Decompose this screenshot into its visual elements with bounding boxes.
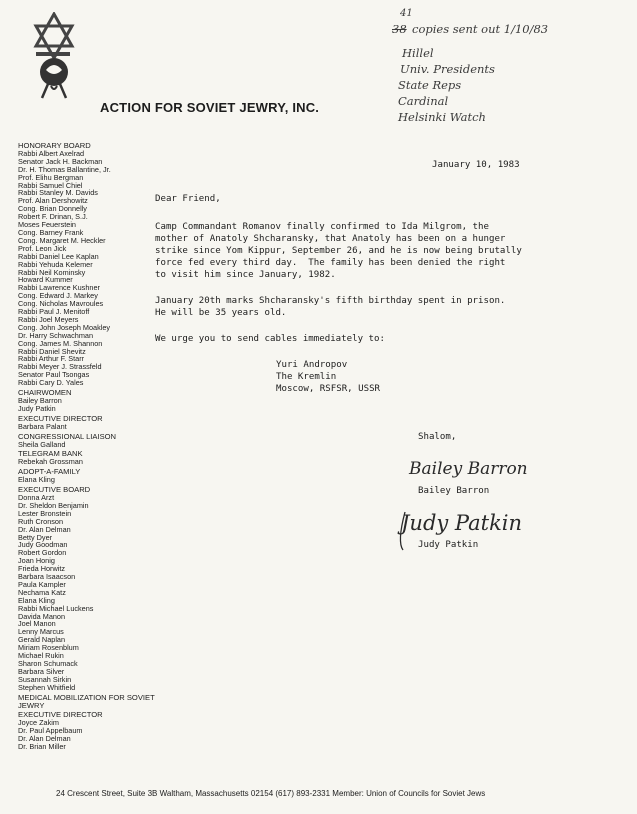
sidebar-section-heading: MEDICAL MOBILIZATION FOR SOVIET JEWRY bbox=[18, 692, 155, 710]
sidebar-member-name: Senator Jack H. Backman bbox=[18, 156, 103, 166]
sidebar-member-name: Dr. Brian Miller bbox=[18, 742, 66, 752]
handwritten-count-original: 38 bbox=[392, 22, 407, 36]
sidebar-member-name: Cong. Edward J. Markey bbox=[18, 291, 98, 301]
handwritten-recipient: Cardinal bbox=[398, 94, 449, 108]
paragraph-line: force fed every third day. The family has been denied the right bbox=[155, 258, 506, 268]
paragraph-line: strike since Yom Kippur, September 26, and he is now being brutally bbox=[155, 246, 522, 256]
sidebar-member-name: Rabbi Lawrence Kushner bbox=[18, 283, 100, 293]
sidebar-member-name: Robert Gordon bbox=[18, 548, 67, 558]
paragraph-line: Camp Commandant Romanov finally confirmed to Ida Milgrom, the bbox=[155, 222, 489, 232]
svg-text:Bailey Barron: Bailey Barron bbox=[409, 459, 528, 479]
sidebar-member-name: Rabbi Stanley M. Davids bbox=[18, 188, 98, 198]
sidebar-member-name: Dr. Alan Delman bbox=[18, 734, 71, 744]
signature-bailey-barron bbox=[405, 450, 535, 485]
sidebar-member-name: Prof. Alan Dershowitz bbox=[18, 196, 88, 206]
sidebar-member-name: Lester Bronstein bbox=[18, 508, 72, 518]
letter-date: January 10, 1983 bbox=[432, 160, 520, 170]
handwritten-recipient: State Reps bbox=[398, 78, 462, 92]
sidebar-member-name: Rabbi Daniel Shevitz bbox=[18, 346, 86, 356]
sidebar-member-name: Dr. H. Thomas Ballantine, Jr. bbox=[18, 164, 111, 174]
sidebar-member-name: Howard Kummer bbox=[18, 275, 73, 285]
footer-address: 24 Crescent Street, Suite 3B Waltham, Massachusetts 02154 (617) 893-2331 Member: Union of Councils for Soviet Jews bbox=[56, 789, 486, 798]
sidebar-member-name: Gerald Naplan bbox=[18, 635, 66, 645]
sidebar-member-name: Cong. John Joseph Moakley bbox=[18, 322, 111, 332]
sidebar-member-name: Paula Kampler bbox=[18, 579, 66, 589]
organization-name: ACTION FOR SOVIET JEWRY, INC. bbox=[100, 100, 320, 115]
sidebar-member-name: Miriam Rosenblum bbox=[18, 643, 79, 653]
sidebar-member-name: Lenny Marcus bbox=[18, 627, 64, 637]
sidebar-member-name: Davida Manon bbox=[18, 611, 66, 621]
sidebar-section-heading: EXECUTIVE BOARD bbox=[18, 485, 91, 495]
sidebar-member-name: Joyce Zakim bbox=[18, 718, 59, 728]
sidebar-section-heading: EXECUTIVE DIRECTOR bbox=[18, 710, 103, 720]
sidebar-member-name: Barbara Silver bbox=[18, 666, 65, 676]
sidebar-section-heading: CHAIRWOMEN bbox=[18, 388, 72, 398]
address-line: Yuri Andropov bbox=[276, 360, 348, 370]
paragraph-line: January 20th marks Shcharansky's fifth birthday spent in prison. bbox=[155, 296, 506, 306]
sidebar-member-name: Michael Rukin bbox=[18, 651, 64, 661]
sidebar-member-name: Robert F. Drinan, S.J. bbox=[18, 212, 88, 222]
sidebar-member-name: Senator Paul Tsongas bbox=[18, 370, 90, 380]
handwritten-count-new: 41 bbox=[400, 8, 413, 19]
sidebar-member-name: Prof. Leon Jick bbox=[18, 243, 67, 253]
sidebar-member-name: Rabbi Michael Luckens bbox=[18, 603, 94, 613]
address-line: The Kremlin bbox=[276, 372, 337, 382]
sidebar-member-name: Cong. Nicholas Mavroules bbox=[18, 299, 104, 309]
closing: Shalom, bbox=[418, 432, 457, 442]
sidebar-member-name: Elana Kling bbox=[18, 595, 55, 605]
sidebar-member-name: Donna Arzt bbox=[18, 492, 55, 502]
sidebar-section-heading: TELEGRAM BANK bbox=[18, 449, 83, 459]
sidebar-member-name: Cong. Margaret M. Heckler bbox=[18, 235, 106, 245]
sidebar-member-name: Dr. Sheldon Benjamin bbox=[18, 500, 89, 510]
sidebar-member-name: Judy Goodman bbox=[18, 540, 68, 550]
sidebar-member-name: Rabbi Neil Kominsky bbox=[18, 267, 86, 277]
sidebar-member-name: Rebekah Grossman bbox=[18, 457, 83, 467]
sidebar-section-heading: CONGRESSIONAL LIAISON bbox=[18, 431, 117, 441]
paragraph-line: to visit him since January, 1982. bbox=[155, 270, 336, 280]
sidebar-member-name: Ruth Cronson bbox=[18, 516, 64, 526]
sidebar-member-name: Rabbi Albert Axelrad bbox=[18, 148, 85, 158]
sidebar-member-name: Barbara Palant bbox=[18, 421, 67, 431]
sidebar-member-name: Dr. Alan Delman bbox=[18, 524, 71, 534]
sidebar-member-name: Joan Honig bbox=[18, 556, 55, 566]
sidebar-member-name: Rabbi Joel Meyers bbox=[18, 314, 79, 324]
sidebar-member-name: Rabbi Daniel Lee Kaplan bbox=[18, 251, 99, 261]
sidebar-member-name: Susannah Sirkin bbox=[18, 674, 72, 684]
sidebar-member-name: Dr. Harry Schwachman bbox=[18, 330, 94, 340]
sidebar-section-heading: HONORARY BOARD bbox=[18, 141, 91, 150]
handwritten-recipient: Univ. Presidents bbox=[400, 62, 495, 76]
sidebar-member-name: Dr. Paul Appelbaum bbox=[18, 726, 83, 736]
sidebar-section-heading: ADOPT-A-FAMILY bbox=[18, 467, 81, 477]
signer-name: Judy Patkin bbox=[418, 540, 479, 550]
sidebar-member-name: Judy Patkin bbox=[18, 403, 56, 413]
sidebar-member-name: Sheila Galland bbox=[18, 439, 66, 449]
address-line: Moscow, RSFSR, USSR bbox=[276, 384, 381, 394]
sidebar-member-name: Rabbi Yehuda Kelemer bbox=[18, 259, 93, 269]
sidebar-member-name: Rabbi Samuel Chiel bbox=[18, 180, 83, 190]
signer-name: Bailey Barron bbox=[418, 486, 490, 496]
paragraph-line: We urge you to send cables immediately to: bbox=[155, 334, 385, 344]
sidebar-member-name: Bailey Barron bbox=[18, 396, 62, 405]
sidebar-member-name: Rabbi Paul J. Menitoff bbox=[18, 307, 90, 317]
sidebar-member-name: Cong. Brian Donnelly bbox=[18, 204, 87, 214]
sidebar-member-name: Rabbi Cary D. Yales bbox=[18, 378, 84, 388]
sidebar-member-name: Stephen Whitfield bbox=[18, 682, 76, 692]
sidebar-member-name: Sharon Schumack bbox=[18, 659, 78, 668]
sidebar-member-name: Betty Dyer bbox=[18, 532, 53, 542]
handwritten-copies-note: copies sent out 1/10/83 bbox=[412, 22, 549, 36]
sidebar-member-name: Prof. Elihu Bergman bbox=[18, 172, 84, 182]
sidebar-member-name: Moses Feuerstein bbox=[18, 220, 76, 230]
sidebar-member-name: Frieda Horwitz bbox=[18, 564, 66, 574]
sidebar-member-name: Rabbi Arthur F. Starr bbox=[18, 354, 85, 364]
sidebar-member-name: Nechama Katz bbox=[18, 587, 66, 597]
svg-text:Judy Patkin: Judy Patkin bbox=[401, 511, 523, 535]
sidebar-member-name: Cong. Barney Frank bbox=[18, 227, 84, 237]
sidebar-member-name: Barbara Isaacson bbox=[18, 572, 76, 582]
paragraph-line: He will be 35 years old. bbox=[155, 308, 287, 318]
signature-judy-patkin bbox=[395, 500, 535, 555]
handwritten-recipient: Helsinki Watch bbox=[398, 110, 486, 124]
paragraph-line: mother of Anatoly Shcharansky, that Anatoly has been on a hunger bbox=[155, 234, 506, 244]
sidebar-member-name: Joel Manon bbox=[18, 619, 56, 629]
sidebar-member-name: Cong. James M. Shannon bbox=[18, 338, 103, 348]
sidebar-member-name: Rabbi Meyer J. Strassfeld bbox=[18, 362, 102, 372]
sidebar-section-heading: EXECUTIVE DIRECTOR bbox=[18, 413, 103, 423]
salutation: Dear Friend, bbox=[155, 194, 221, 204]
handwritten-recipient: Hillel bbox=[402, 46, 434, 60]
sidebar-member-name: Elana Kling bbox=[18, 475, 55, 485]
